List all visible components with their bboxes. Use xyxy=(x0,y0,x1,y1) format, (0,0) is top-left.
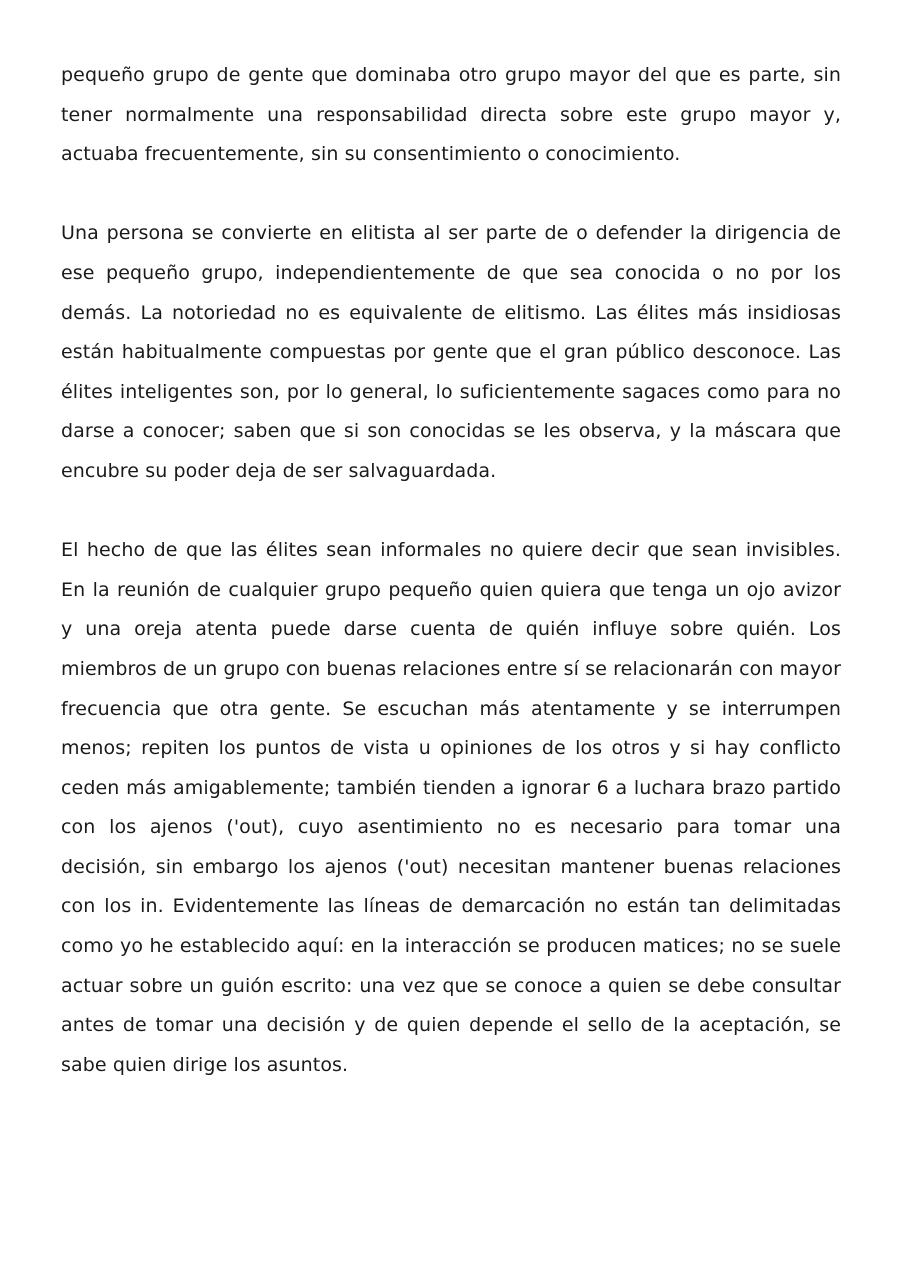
paragraph-2: Una persona se convierte en elitista al ser parte de o defender la dirigencia de ese pequeño grupo, independientemente de que sea conocida o no por los demás. La notoriedad no es equivalente de elitismo. Las élites más insidiosas están habitualmente compuestas por gente que el gran público desconoce. Las élites inteligentes son, por lo general, lo suficientemente sagaces como para no darse a conocer; saben que si son conocidas se les observa, y la máscara que encubre su poder deja de ser salvaguardada. xyxy=(61,222,841,482)
paragraph-1: pequeño grupo de gente que dominaba otro grupo mayor del que es parte, sin tener normalmente una responsabilidad directa sobre este grupo mayor y, actuaba frecuentemente, sin su consentimiento o conocimiento. xyxy=(61,64,841,166)
paragraph-3: El hecho de que las élites sean informales no quiere decir que sean invisibles. En la reunión de cualquier grupo pequeño quien quiera que tenga un ojo avizor y una oreja atenta puede darse cuenta de quién influye sobre quién. Los miembros de un grupo con buenas relaciones entre sí se relacionarán con mayor frecuencia que otra gente. Se escuchan más atentamente y se interrumpen menos; repiten los puntos de vista u opiniones de los otros y si hay conflicto ceden más amigablemente; también tienden a ignorar 6 a luchara brazo partido con los ajenos ('out), cuyo asentimiento no es necesario para tomar una decisión, sin embargo los ajenos ('out) necesitan mantener buenas relaciones con los in. Evidentemente las líneas de demarcación no están tan delimitadas como yo he establecido aquí: en la interacción se producen matices; no se suele actuar sobre un guión escrito: una vez que se conoce a quien se debe consultar antes de tomar una decisión y de quien depende el sello de la aceptación, se sabe quien dirige los asuntos. xyxy=(61,539,841,1076)
document-page xyxy=(61,56,841,1085)
